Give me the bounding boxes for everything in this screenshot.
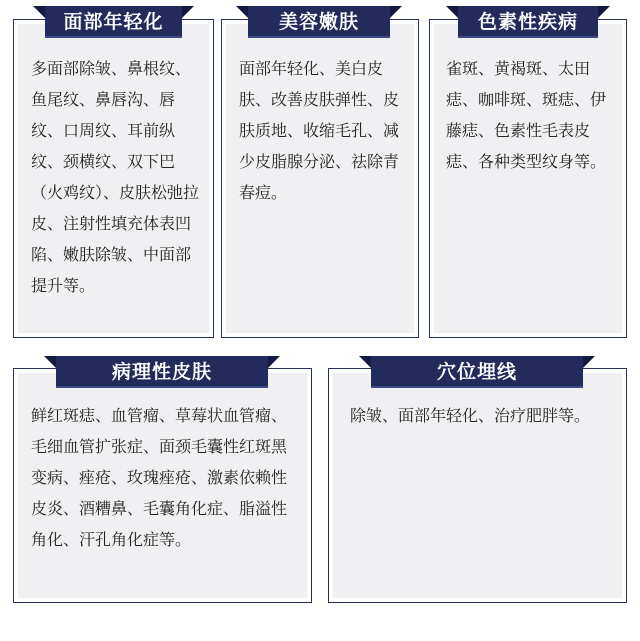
service-card-pathological-skin [13, 368, 312, 603]
card-title-tab: 美容嫩肤 [248, 6, 390, 38]
card-title-tab: 病理性皮肤 [56, 356, 268, 388]
service-card-facial-rejuvenation [13, 19, 214, 338]
service-card-acupoint-catgut [328, 368, 627, 603]
card-description: 鲜红斑痣、血管瘤、草莓状血管瘤、毛细血管扩张症、面颈毛囊性红斑黑变病、痤疮、玫瑰痤疮、激素依赖性皮炎、酒糟鼻、毛囊角化症、脂溢性角化、汗孔角化症等。 [31, 406, 288, 549]
card-description: 多面部除皱、鼻根纹、鱼尾纹、鼻唇沟、唇纹、口周纹、耳前纵纹、颈横纹、双下巴（火鸡纹）、皮肤松弛拉皮、注射性填充体表凹陷、嫩肤除皱、中面部提升等。 [31, 59, 200, 295]
service-card-pigment-disorders [429, 19, 627, 338]
card-description: 面部年轻化、美白皮肤、改善皮肤弹性、皮肤质地、收缩毛孔、减少皮脂腺分泌、祛除青春痘。 [239, 59, 400, 202]
card-description: 除皱、面部年轻化、治疗肥胖等。 [350, 406, 591, 425]
card-title-tab: 穴位埋线 [371, 356, 583, 388]
card-title-tab: 面部年轻化 [45, 6, 182, 38]
card-title-tab: 色素性疾病 [458, 6, 598, 38]
service-card-skin-rejuvenation [221, 19, 419, 338]
card-description: 雀斑、黄褐斑、太田痣、咖啡斑、斑痣、伊藤痣、色素性毛表皮痣、各种类型纹身等。 [446, 59, 607, 171]
